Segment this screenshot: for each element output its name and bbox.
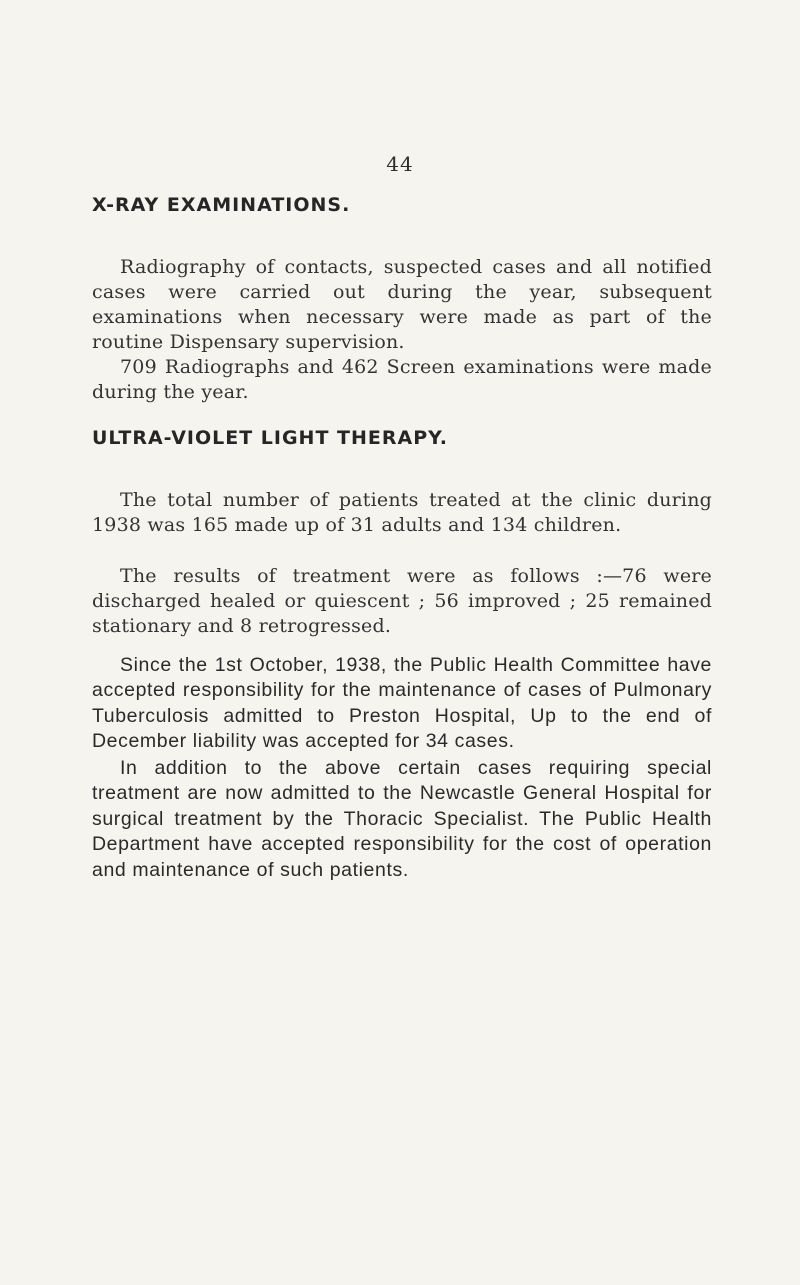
page-number: 44	[386, 152, 414, 176]
section-heading-xray-examinations: X-RAY EXAMINATIONS.	[92, 194, 351, 216]
section-heading-ultra-violet-therapy: ULTRA-VIOLET LIGHT THERAPY.	[92, 427, 448, 449]
paragraph-radiography-contacts: Radiography of contacts, suspected cases and all notified cases were carried out during the year, subsequent examinations when necessary were made as part of the routine Dispensary supervision.	[92, 256, 712, 353]
paragraph-newcastle-thoracic-surgery: In addition to the above certain cases requiring special treatment are now admitted to the Newcastle General Hospital for surgical treatment by the Thoracic Specialist. The Public Health Department have accepted responsibility for the cost of operation and maintenance of such patients.	[92, 756, 712, 881]
paragraph-patients-treated: The total number of patients treated at the clinic during 1938 was 165 made up of 31 adults and 134 children.	[92, 489, 712, 536]
paragraph-preston-hospital-responsibility: Since the 1st October, 1938, the Public Health Committee have accepted responsibility for the maintenance of cases of Pulmonary Tuberculosis admitted to Preston Hospital, Up to the end of December liability was accepted for 34 cases.	[92, 653, 712, 752]
paragraph-treatment-results: The results of treatment were as follows :—76 were discharged healed or quiescent ; 56 improved ; 25 remained stationary and 8 retrogressed.	[92, 565, 712, 637]
paragraph-radiograph-counts: 709 Radiographs and 462 Screen examinations were made during the year.	[92, 356, 712, 403]
